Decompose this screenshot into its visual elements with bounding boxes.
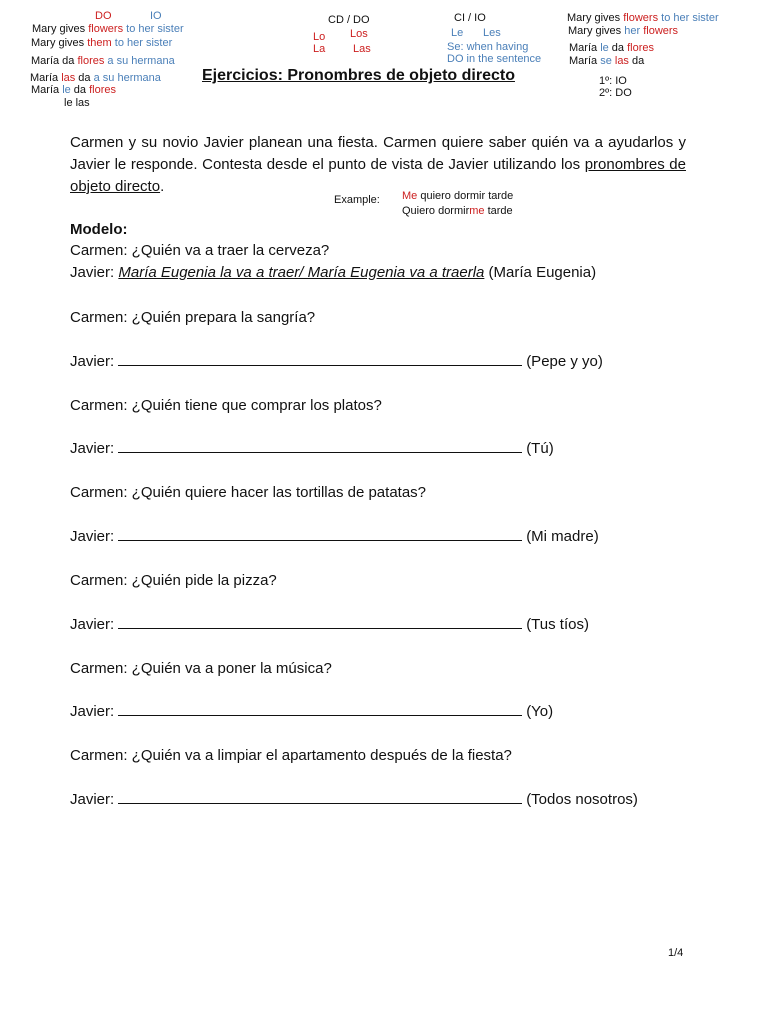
- io-label: IO: [150, 10, 162, 22]
- right-note-2: Mary gives her flowers: [568, 25, 679, 37]
- order-note-2: 2º: DO: [599, 87, 632, 99]
- question-4: Carmen: ¿Quién pide la pizza?: [70, 572, 277, 589]
- answer-blank-1[interactable]: [118, 353, 522, 366]
- pronoun-lo: Lo: [313, 31, 326, 43]
- answer-blank-3[interactable]: [118, 528, 522, 541]
- pronoun-la: La: [313, 43, 326, 55]
- cd-do-header: CD / DO: [328, 14, 370, 26]
- example-line-2: Quiero dormirme tarde: [402, 205, 513, 217]
- example-line-1: Me quiero dormir tarde: [402, 190, 514, 202]
- instructions: Carmen y su novio Javier planean una fiesta. Carmen quiere saber quién va a ayudarlos y Javier le responde. Contesta desde el punto de vista de Javier utilizando los pronombres de objeto directo.: [70, 134, 686, 195]
- right-note-3: María le da flores: [569, 42, 655, 54]
- answer-row-6: Javier: (Todos nosotros): [70, 791, 638, 808]
- answer-row-1: Javier: (Pepe y yo): [70, 353, 603, 370]
- page-title: Ejercicios: Pronombres de objeto directo: [202, 67, 515, 84]
- right-note-1: Mary gives flowers to her sister: [567, 12, 719, 24]
- question-3: Carmen: ¿Quién quiere hacer las tortillas de patatas?: [70, 484, 427, 501]
- left-note-4: María las da a su hermana: [30, 72, 161, 84]
- question-1: Carmen: ¿Quién prepara la sangría?: [70, 309, 316, 326]
- pronoun-les: Les: [483, 27, 501, 39]
- left-note-3: María da flores a su hermana: [31, 55, 175, 67]
- answer-blank-4[interactable]: [118, 616, 522, 629]
- question-2: Carmen: ¿Quién tiene que comprar los platos?: [70, 397, 382, 414]
- answer-row-2: Javier: (Tú): [70, 440, 554, 457]
- answer-blank-2[interactable]: [118, 440, 522, 453]
- answer-row-3: Javier: (Mi madre): [70, 528, 599, 545]
- se-note-1: Se: when having: [447, 41, 529, 53]
- example-label: Example:: [334, 194, 380, 206]
- pronoun-los: Los: [350, 28, 368, 40]
- left-note-5: María le da flores: [31, 84, 117, 96]
- answer-row-5: Javier: (Yo): [70, 703, 554, 720]
- page-number: 1/4: [668, 947, 684, 959]
- ci-io-header: CI / IO: [454, 12, 486, 24]
- model-question: Carmen: ¿Quién va a traer la cerveza?: [70, 242, 330, 259]
- left-note-2: Mary gives them to her sister: [31, 37, 173, 49]
- model-heading: Modelo:: [70, 221, 128, 238]
- pronoun-le: Le: [451, 27, 464, 39]
- pronoun-las: Las: [353, 43, 371, 55]
- left-note-6: le las: [64, 97, 90, 109]
- answer-blank-6[interactable]: [118, 791, 522, 804]
- model-answer: Javier: María Eugenia la va a traer/ María Eugenia va a traerla (María Eugenia): [70, 264, 597, 281]
- se-note-2: DO in the sentence: [447, 53, 542, 65]
- right-note-4: María se las da: [569, 55, 645, 67]
- do-label: DO: [95, 10, 112, 22]
- answer-blank-5[interactable]: [118, 703, 522, 716]
- question-6: Carmen: ¿Quién va a limpiar el apartamento después de la fiesta?: [70, 747, 512, 764]
- left-note-1: Mary gives flowers to her sister: [32, 23, 184, 35]
- order-note-1: 1º: IO: [599, 75, 627, 87]
- question-5: Carmen: ¿Quién va a poner la música?: [70, 660, 332, 677]
- answer-row-4: Javier: (Tus tíos): [70, 616, 589, 633]
